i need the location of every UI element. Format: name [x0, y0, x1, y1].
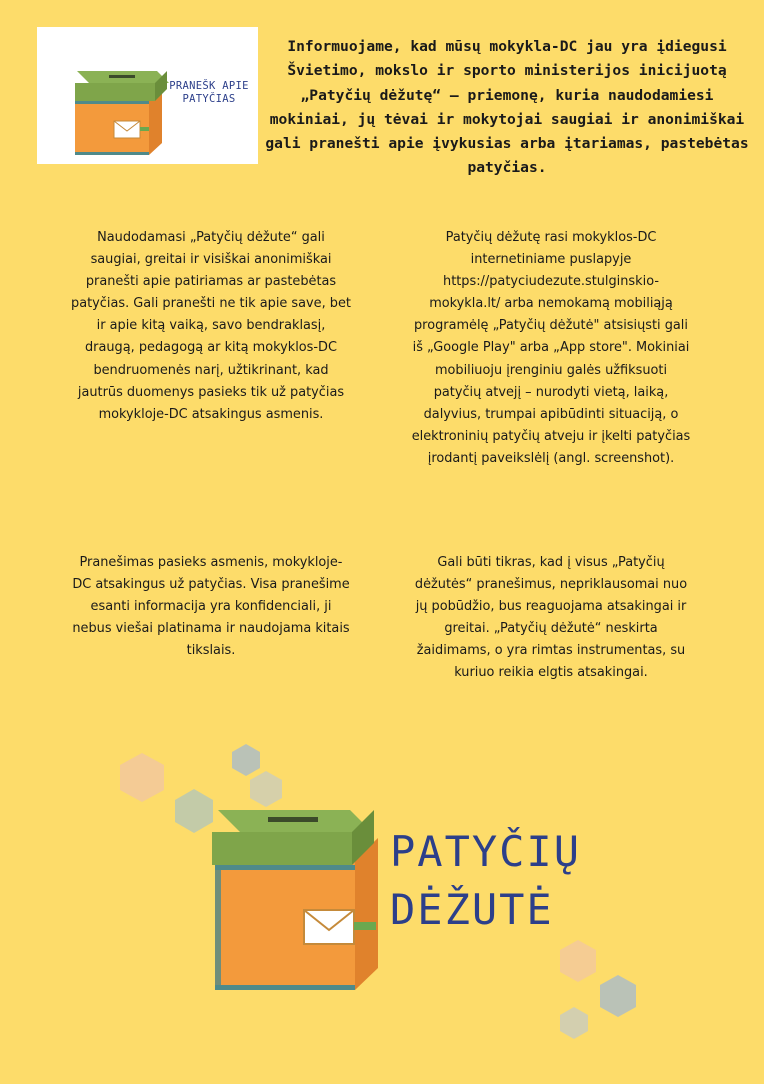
- text-block-confidentiality: Pranešimas pasieks asmenis, mokykloje-DC atsakingus už patyčias. Visa pranešime esanti informacija yra konfidenciali, ji nebus viešai platinama ir naudojama kitais tikslais.: [72, 555, 350, 659]
- ballot-box-icon: [212, 810, 378, 990]
- hexagon-shape: [120, 753, 164, 802]
- logo-card: [37, 27, 258, 164]
- text-block-where-to-find: Patyčių dėžutę rasi mokyklos-DC internetiniame puslapyje https://patyciudezute.stulginskio-mokykla.lt/ arba nemokamą mobiliąją programėlę „Patyčių dėžutė" atsisiųsti gali iš „Google Play" arba „App store". Mokiniai mobiliuoju įrenginiu galės užfiksuoti patyčių atvejį – nurodyti vietą, laiką, dalyvius, trumpai apibūdinti situaciją, o elektroninių patyčių atveju ir įkelti patyčias įrodantį paveikslėlį (angl. screenshot).: [411, 230, 691, 466]
- banner-illustration: [0, 740, 764, 1080]
- text-block-anonymity: Naudodamasi „Patyčių dėžute“ gali saugiai, greitai ir visiškai anonimiškai pranešti apie patiriamas ar pastebėtas patyčias. Gali pranešti ne tik apie save, bet ir apie kitą vaiką, savo bendraklasį, draugą, pedagogą ar kitą mokyklos-DC bendruomenės narį, užtikrinant, kad jautrūs duomenys pasieks tik už patyčias mokykloje-DC atsakingus asmenis.: [71, 230, 351, 422]
- text-block-responsibility: Gali būti tikras, kad į visus „Patyčių dėžutės“ pranešimus, nepriklausomai nuo jų pobūdžio, bus reaguojama atsakingai ir greitai. „Patyčių dėžutė“ neskirta žaidimams, o yra rimtas instrumentas, su kuriuo reikia elgtis atsakingai.: [414, 555, 688, 681]
- logo-caption: PRANEŠK APIE PATYČIAS: [169, 80, 249, 105]
- banner-title-line2: DĖŽUTĖ: [390, 885, 554, 934]
- headline: Informuojame, kad mūsų mokykla-DC jau yra įdiegusi Švietimo, mokslo ir sporto ministerijos inicijuotą „Patyčių dėžutę“ – priemonę, kuria naudodamiesi mokiniai, jų tėvai ir mokytojai saugiai ir anonimiškai gali pranešti apie įvykusias arba įtariamas, pastebėtas patyčias.: [265, 38, 749, 177]
- hexagon-shape: [560, 940, 596, 982]
- hexagon-shape: [175, 789, 213, 833]
- banner-title: [390, 823, 581, 939]
- hexagon-shape: [560, 1007, 588, 1039]
- banner-title-line1: PATYČIŲ: [390, 827, 582, 876]
- hexagon-shape: [600, 975, 636, 1017]
- hexagon-shape: [232, 744, 260, 776]
- hexagon-shape: [250, 771, 282, 807]
